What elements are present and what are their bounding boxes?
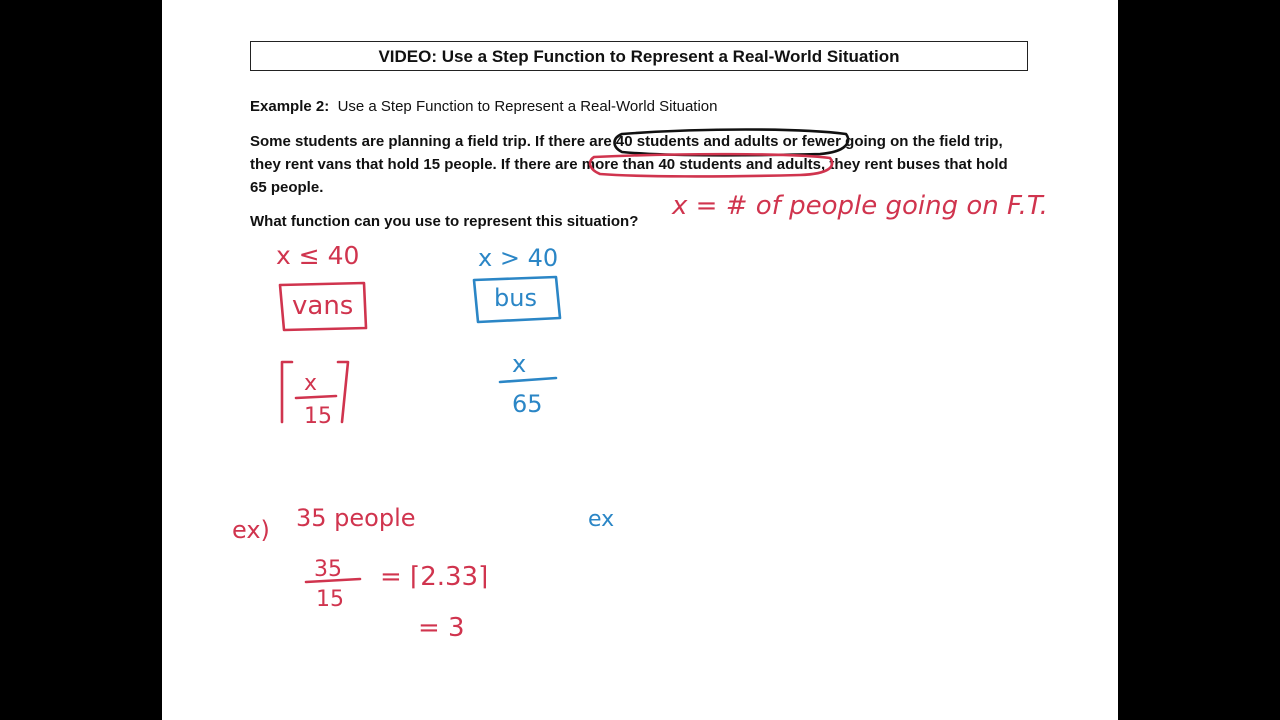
example-label-handwritten: ex) (232, 516, 270, 544)
problem-line-3: 65 people. (250, 179, 324, 196)
problem-text: , they rent buses that hold (820, 156, 1008, 173)
bus-denominator: 65 (512, 390, 543, 418)
problem-line-1 (250, 133, 1003, 150)
highlight-bus-condition: more than 40 students and adults (581, 156, 821, 173)
example-answer: = 3 (418, 613, 465, 643)
problem-text: going on the field trip, (840, 133, 1003, 150)
bus-label: bus (494, 284, 537, 312)
worksheet-page (162, 0, 1118, 720)
vans-condition: x ≤ 40 (276, 241, 360, 270)
example-label: Example 2: (250, 98, 330, 115)
example-numerator: 35 (314, 557, 342, 582)
variable-definition: x = # of people going on F.T. (672, 191, 1048, 221)
vans-denominator: 15 (304, 404, 332, 429)
example-heading: Use a Step Function to Represent a Real-World Situation (337, 98, 718, 115)
problem-text: Some students are planning a field trip. If there are (250, 133, 616, 150)
example-ceiling-result: = ⌈2.33⌉ (380, 562, 489, 592)
bus-example-label: ex (588, 507, 615, 532)
problem-line-2 (250, 156, 1008, 173)
example-denominator: 15 (316, 587, 344, 612)
problem-text: they rent vans that hold 15 people. If there are (250, 156, 582, 173)
bus-condition: x > 40 (478, 244, 559, 272)
video-title: VIDEO: Use a Step Function to Represent a Real-World Situation (250, 41, 1028, 71)
bus-numerator: x (512, 350, 527, 378)
vans-label: vans (292, 291, 354, 321)
highlight-vans-condition: 40 students and adults or fewer (615, 133, 841, 150)
example-people: 35 people (296, 504, 416, 532)
question-text: What function can you use to represent this situation? (250, 213, 639, 230)
vans-numerator: x (304, 371, 318, 396)
example-heading-line (250, 98, 717, 115)
